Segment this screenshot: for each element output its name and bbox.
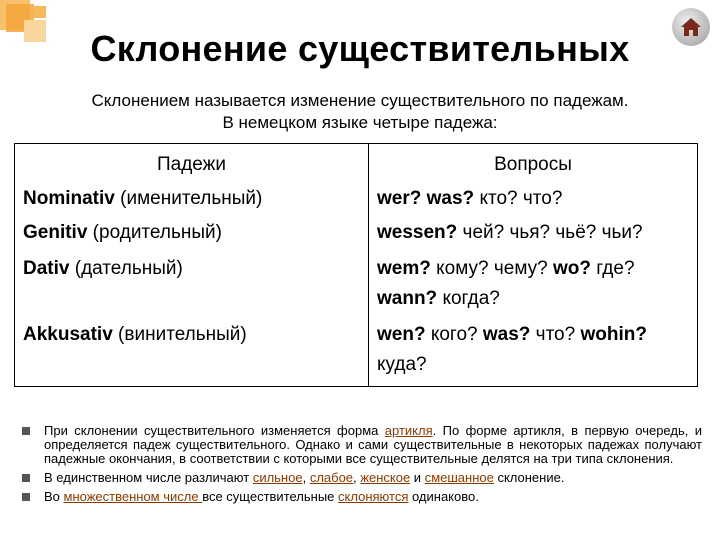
page-title: Склонение существительных [90,28,630,69]
note-text: . По форме артикля, в первую очередь, и определяется падеж существительного. Однако и сами существительные в некоторых падежах получают падежные окончания, в соответствии с которыми все существительные делятся на три типа склонения. [44,423,702,466]
table-header-row [15,144,698,183]
question-cell [369,250,698,316]
question-part: куда? [377,354,427,375]
table-row [15,250,698,316]
question-part: was? [426,188,475,209]
case-translation: (дательный) [69,258,183,279]
question-part: wo? [552,258,591,279]
case-cell [15,182,369,216]
case-term: Akkusativ [23,324,113,345]
question-part: wer? [377,188,422,209]
corner-decoration [34,6,46,18]
question-part: was? [482,324,531,345]
note-text: , [353,470,361,485]
question-part: wessen? [377,222,458,243]
link-declined[interactable]: склоняются [338,489,409,504]
case-term: Genitiv [23,222,88,243]
question-part: wohin? [580,324,647,345]
list-item [20,490,702,504]
cases-table [14,143,698,387]
table-row [15,182,698,216]
question-part: чей? чья? чьё? чьи? [457,222,643,243]
question-part: кого? [425,324,483,345]
question-cell [369,182,698,216]
intro-text [0,90,720,134]
table-row [15,216,698,250]
bullet-icon [22,474,30,482]
question-part: когда? [437,288,500,309]
column-header-questions: Вопросы [369,144,698,183]
question-part: wann? [377,288,438,309]
question-cell [369,216,698,250]
link-strong[interactable]: сильное [252,470,303,485]
link-mixed[interactable]: смешанное [424,470,494,485]
link-plural[interactable]: множественном числе [63,489,203,504]
link-article[interactable]: артикля [384,423,433,438]
question-part: wem? [377,258,431,279]
note-text: При склонении существительного изменяется форма [44,423,385,438]
column-header-cases: Падежи [15,144,369,183]
list-item [20,471,702,485]
link-weak[interactable]: слабое [309,470,354,485]
list-item [20,424,702,466]
question-cell [369,316,698,387]
case-translation: (винительный) [112,324,247,345]
question-part: кто? что? [474,188,563,209]
case-translation: (родительный) [87,222,222,243]
note-text: все существительные [202,489,339,504]
link-feminine[interactable]: женское [360,470,411,485]
intro-line-1: Склонением называется изменение существительного по падежам. [91,91,629,110]
case-term: Nominativ [23,188,115,209]
note-text: , [302,470,310,485]
bullet-icon [22,427,30,435]
table-row [15,316,698,387]
case-cell [15,250,369,316]
notes-list [20,424,702,509]
case-term: Dativ [23,258,70,279]
intro-line-2: В немецком языке четыре падежа: [222,113,498,132]
question-part: что? [530,324,581,345]
case-cell [15,316,369,387]
bullet-icon [22,493,30,501]
question-part: wen? [377,324,426,345]
case-cell [15,216,369,250]
question-part: где? [590,258,635,279]
note-text: В единственном числе различают [44,470,253,485]
case-translation: (именительный) [114,188,263,209]
question-part: кому? чему? [430,258,553,279]
note-text: и [410,470,425,485]
note-text: склонение. [493,470,565,485]
note-text: Во [44,489,64,504]
note-text: одинаково. [408,489,479,504]
